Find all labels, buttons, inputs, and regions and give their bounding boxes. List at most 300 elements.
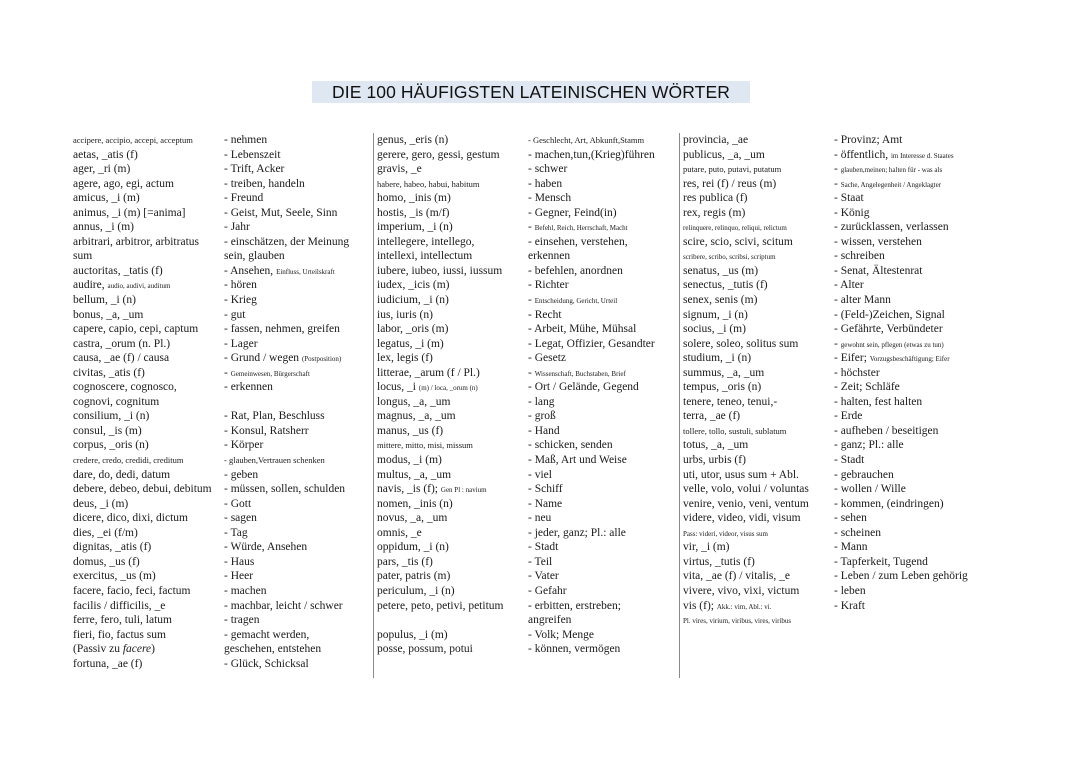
latin-term [377,148,528,163]
german-meaning [834,235,982,250]
latin-term-text: vis (f); [683,599,717,612]
vocab-row [73,191,371,206]
latin-note: Gen Pl : navium [440,486,487,495]
german-meaning-text: - öffentlich, [834,148,891,161]
vocab-row [683,235,982,250]
vocab-row [377,584,674,599]
german-meaning-text: - erbitten, erstreben; [528,599,621,612]
latin-term [73,395,224,410]
vocab-row [73,177,371,192]
german-meaning [528,613,674,628]
latin-note: relinquere, relinquo, reliqui, relictum [683,224,787,233]
latin-term [377,613,528,628]
german-meaning-text: - neu [528,512,552,525]
latin-term-text: oppidum, _i (n) [377,541,449,554]
german-meaning-text: - Trift, Acker [224,163,285,176]
latin-term-text: tollere, tollo, sustuli, sublatum [683,425,787,436]
latin-term-text: posse, possum, potui [377,643,473,656]
latin-term [73,235,224,250]
german-meaning-text: - höchster [834,366,880,379]
vocab-row [73,278,371,293]
german-meaning [224,220,371,235]
vocab-row [73,628,371,643]
vocab-row [683,249,982,264]
german-note: Entscheidung, Gericht, Urteil [534,297,618,306]
latin-term [683,380,834,395]
vocab-row [377,453,674,468]
latin-term-text: amicus, _i (m) [73,192,140,205]
latin-term [683,148,834,163]
latin-term [377,133,528,148]
vocab-row [73,599,371,614]
vocab-row [377,206,674,221]
german-meaning-text: - Name [528,497,563,510]
latin-term-text: velle, volo, volui / voluntas [683,483,809,496]
latin-term-text: socius, _i (m) [683,323,746,336]
vocab-column-3 [683,133,982,628]
latin-term-end: ) [151,643,155,656]
german-meaning [834,438,982,453]
latin-term [73,526,224,541]
german-meaning [224,409,371,424]
latin-term [683,278,834,293]
latin-term [73,628,224,643]
latin-term-text: civitas, _atis (f) [73,366,145,379]
vocab-row [73,133,371,148]
latin-term-text: animus, _i (m) [=anima] [73,206,186,219]
latin-term [377,526,528,541]
latin-term-text: putare, puto, putavi, putatum [683,164,782,175]
vocab-row [683,337,982,352]
latin-term [377,453,528,468]
german-meaning [834,555,982,570]
german-meaning-text: - [528,221,535,234]
latin-term-text: vivere, vivo, vixi, victum [683,584,800,597]
latin-term-text: longus, _a, _um [377,395,451,408]
latin-term [683,584,834,599]
latin-term-text: dies, _ei (f/m) [73,526,138,539]
latin-term-text: manus, _us (f) [377,424,444,437]
latin-term-text: fieri, fio, factus sum [73,628,166,641]
german-meaning-text: - lang [528,395,555,408]
german-meaning-text: - Konsul, Ratsherr [224,424,309,437]
latin-term [377,337,528,352]
german-meaning-text: - Eifer; [834,352,870,365]
vocab-row [377,511,674,526]
german-meaning [528,293,674,308]
german-meaning-text: - Gesetz [528,352,566,365]
german-meaning-text: - nehmen [224,134,268,146]
latin-term-text: homo, _inis (m) [377,192,451,205]
vocab-row [683,177,982,192]
german-note: gewohnt sein, pflegen (etwas zu tun) [840,340,944,349]
german-meaning-text: - Teil [528,555,553,568]
latin-term [73,220,224,235]
latin-term [73,322,224,337]
vocab-row [377,148,674,163]
vocab-row [73,424,371,439]
latin-term-text: annus, _i (m) [73,221,135,234]
german-meaning-text: - (Feld-)Zeichen, Signal [834,308,945,321]
vocab-row [377,380,674,395]
vocab-row [683,395,982,410]
latin-term [377,540,528,555]
german-meaning-text: - sagen [224,512,257,525]
vocab-row [683,453,982,468]
latin-term-text: (Passiv zu [73,643,123,656]
latin-term-text: cognoscere, cognosco, [73,381,177,394]
german-note: Einfluss, Urteilskraft [276,267,335,276]
german-meaning-text: - Kraft [834,599,865,612]
latin-term-text: modus, _i (m) [377,454,442,467]
latin-term-text: debere, debeo, debui, debitum [73,483,212,496]
german-meaning [528,540,674,555]
latin-term-text: ferre, fero, tuli, latum [73,614,172,627]
german-note: Befehl, Reich, Herrschaft, Macht [534,224,628,233]
vocab-row [683,468,982,483]
vocab-row [377,526,674,541]
vocab-row [377,308,674,323]
latin-term [377,322,528,337]
german-meaning-text: - schicken, senden [528,439,613,452]
latin-term [683,395,834,410]
latin-term-text: novus, _a, _um [377,512,448,525]
latin-term [683,337,834,352]
german-meaning [528,453,674,468]
latin-term [377,249,528,264]
vocab-row [683,511,982,526]
vocab-row [377,540,674,555]
german-meaning-text: - erkennen [224,381,273,394]
vocab-row [73,366,371,381]
latin-term-text: legatus, _i (m) [377,337,444,350]
german-meaning-text: - [528,366,535,379]
latin-term [377,308,528,323]
latin-term-text: iudicium, _i (n) [377,294,449,307]
latin-term-text: litterae, _arum (f / Pl.) [377,366,480,379]
latin-term [683,206,834,221]
german-meaning-text: angreifen [528,614,572,627]
german-meaning [834,337,982,352]
vocab-row [377,569,674,584]
latin-term-text: mittere, mitto, misi, missum [377,440,473,451]
vocab-row [377,555,674,570]
latin-term-text: vir, _i (m) [683,541,730,554]
vocab-row [73,497,371,512]
german-meaning [834,424,982,439]
latin-term [73,468,224,483]
german-meaning-text: - Staat [834,192,864,205]
vocab-row [683,540,982,555]
latin-term-text: solere, soleo, solitus sum [683,337,799,350]
vocab-row [683,351,982,366]
latin-term [377,468,528,483]
german-meaning-text: - Leben / zum Leben gehörig [834,570,968,583]
german-meaning-text: - Volk; Menge [528,628,595,641]
german-meaning [834,380,982,395]
german-meaning [528,497,674,512]
german-meaning-text: - kommen, (eindringen) [834,497,944,510]
latin-term-text: consul, _is (m) [73,424,142,437]
vocab-column-2 [377,133,674,657]
vocab-row [683,308,982,323]
german-meaning [528,177,674,192]
german-meaning-text: - Heer [224,570,254,583]
latin-term [683,220,834,235]
vocab-row [683,264,982,279]
german-meaning [224,511,371,526]
german-meaning [834,191,982,206]
latin-term [377,293,528,308]
vocab-row [377,278,674,293]
german-meaning-text: sein, glauben [224,250,285,263]
latin-term-text: hostis, _is (m/f) [377,206,450,219]
german-meaning-text: - Stadt [528,541,559,554]
latin-term [377,278,528,293]
german-meaning [224,482,371,497]
german-meaning [528,249,674,264]
german-meaning [528,235,674,250]
latin-term-text: bonus, _a, _um [73,308,144,321]
latin-term-text: auctoritas, _tatis (f) [73,264,163,277]
latin-term-text: ius, iuris (n) [377,308,433,321]
german-meaning-text: - Mann [834,541,868,554]
german-meaning [834,308,982,323]
german-meaning-text: - Alter [834,279,864,292]
vocab-row [73,162,371,177]
german-meaning-text: - haben [528,177,563,190]
german-meaning [834,133,982,148]
latin-term [683,308,834,323]
german-meaning-text: - halten, fest halten [834,395,923,408]
latin-term-text: intellexi, intellectum [377,250,473,263]
latin-term [683,191,834,206]
vocab-row [377,424,674,439]
latin-term [683,162,834,177]
german-meaning [834,584,982,599]
german-meaning-text: - Würde, Ansehen [224,541,308,554]
german-meaning-text: - Schiff [528,483,563,496]
vocab-row [73,584,371,599]
german-meaning [224,569,371,584]
latin-term-text: magnus, _a, _um [377,410,456,423]
vocab-row [683,599,982,614]
latin-term [73,133,224,148]
german-meaning [834,264,982,279]
vocab-row [683,482,982,497]
latin-term [73,249,224,264]
german-meaning-text: - schreiben [834,250,885,263]
german-meaning [528,337,674,352]
vocab-row [73,482,371,497]
german-meaning-text: - Körper [224,439,264,452]
german-meaning [224,599,371,614]
german-meaning [528,599,674,614]
german-meaning [834,599,982,614]
latin-term-text: genus, _eris (n) [377,134,449,146]
german-meaning-text: - können, vermögen [528,643,621,656]
german-meaning-text: - befehlen, anordnen [528,264,623,277]
latin-term-text: populus, _i (m) [377,628,448,641]
vocab-row [73,220,371,235]
vocab-row [73,642,371,657]
german-meaning-text: - zurücklassen, verlassen [834,221,949,234]
latin-term [683,555,834,570]
german-meaning [224,206,371,221]
latin-term-text: cognovi, cognitum [73,395,160,408]
vocab-row [683,555,982,570]
german-meaning-text: - Haus [224,555,255,568]
vocab-row [377,409,674,424]
latin-term [73,308,224,323]
german-meaning [528,438,674,453]
vocab-row [377,322,674,337]
german-meaning [528,628,674,643]
vocab-row [377,642,674,657]
vocab-row [73,540,371,555]
german-meaning [224,278,371,293]
latin-term-text: audire, [73,279,108,292]
german-meaning-text: - Arbeit, Mühe, Mühsal [528,323,637,336]
latin-term [377,511,528,526]
vocab-row [73,613,371,628]
latin-term [683,235,834,250]
latin-term-text: accipere, accipio, accepi, acceptum [73,135,193,145]
german-meaning-text: - wissen, verstehen [834,235,922,248]
latin-term-text: iudex, _icis (m) [377,279,450,292]
latin-term-italic: facere [122,643,152,656]
latin-term-text: senatus, _us (m) [683,264,759,277]
latin-term [683,424,834,439]
german-meaning [528,264,674,279]
vocab-column-1 [73,133,371,671]
latin-term [73,555,224,570]
vocab-row [683,133,982,148]
vocab-row [377,613,674,628]
vocab-row [683,613,982,628]
latin-term-text: facere, facio, feci, factum [73,584,191,597]
german-meaning-text: erkennen [528,250,571,263]
latin-term [683,613,834,628]
vocab-row [73,409,371,424]
vocab-row [73,206,371,221]
german-meaning [528,148,674,163]
german-meaning-text: - Gegner, Feind(in) [528,206,617,219]
latin-term-text: intellegere, intellego, [377,235,475,248]
german-meaning-text: - groß [528,410,556,423]
latin-term-text: domus, _us (f) [73,555,140,568]
vocab-row [683,380,982,395]
german-meaning-text: - Rat, Plan, Beschluss [224,410,325,423]
latin-term-text: nomen, _inis (n) [377,497,453,510]
latin-term-text: sum [73,250,93,263]
latin-term [377,555,528,570]
vocab-row [73,555,371,570]
german-meaning [528,642,674,657]
vocab-row [683,424,982,439]
latin-term [377,220,528,235]
german-meaning-text: - treiben, handeln [224,177,305,190]
german-meaning [834,453,982,468]
latin-term [683,249,834,264]
german-meaning [528,569,674,584]
vocab-row [73,395,371,410]
vocab-row [73,351,371,366]
german-meaning [224,395,371,410]
german-meaning [224,191,371,206]
german-meaning [834,511,982,526]
latin-term [377,482,528,497]
german-meaning [224,293,371,308]
vocab-row [683,162,982,177]
latin-note: Akk.: vim, Abl.: vi. [716,602,772,611]
vocab-row [683,526,982,541]
german-meaning-text: - Tag [224,526,248,539]
german-meaning [224,322,371,337]
german-meaning-text: - wollen / Wille [834,483,906,496]
vocab-row [73,468,371,483]
vocab-row [377,366,674,381]
german-meaning [224,337,371,352]
german-meaning-text: - Lebenszeit [224,148,281,161]
german-meaning [528,162,674,177]
german-meaning [528,526,674,541]
vocab-row [683,366,982,381]
latin-term-text: videre, video, vidi, visum [683,512,801,525]
vocab-row [377,235,674,250]
latin-note: (m) / loca, _orum (n) [418,384,478,393]
latin-term [683,351,834,366]
german-meaning [834,613,982,628]
latin-term [73,148,224,163]
vocab-row [377,293,674,308]
latin-term [73,366,224,381]
latin-term [73,613,224,628]
german-meaning [834,468,982,483]
vocab-row [73,569,371,584]
german-meaning [528,468,674,483]
german-meaning-text: geschehen, entstehen [224,643,322,656]
german-note: Vorzugsbeschäftigung; Eifer [869,355,950,364]
vocab-row [683,293,982,308]
vocab-row [377,133,674,148]
latin-term [683,497,834,512]
german-meaning-text: - Ort / Gelände, Gegend [528,381,639,394]
german-meaning [224,380,371,395]
latin-term-text: scire, scio, scivi, scitum [683,235,793,248]
german-meaning [224,133,371,148]
latin-term-text: deus, _i (m) [73,497,129,510]
vocab-row [377,599,674,614]
german-meaning-text: - geben [224,468,259,481]
latin-term [73,351,224,366]
german-meaning [528,380,674,395]
latin-term-text: senex, senis (m) [683,294,758,307]
latin-term-text: credere, credo, credidi, creditum [73,455,184,466]
vocab-row [683,206,982,221]
german-meaning-text: - König [834,206,870,219]
latin-term [377,424,528,439]
latin-term-text: consilium, _i (n) [73,410,150,423]
latin-term-text: publicus, _a, _um [683,148,765,161]
german-note: Sache, Angelegenheit / Angeklagter [840,180,942,189]
german-note: Wissenschaft, Buchstaben, Brief [534,369,626,378]
vocab-row [73,380,371,395]
german-meaning-text: - aufheben / beseitigen [834,424,939,437]
latin-note: Pass: videri, videor, visus sum [683,529,768,538]
german-meaning-text: - gut [224,308,246,321]
vocab-row [377,438,674,453]
